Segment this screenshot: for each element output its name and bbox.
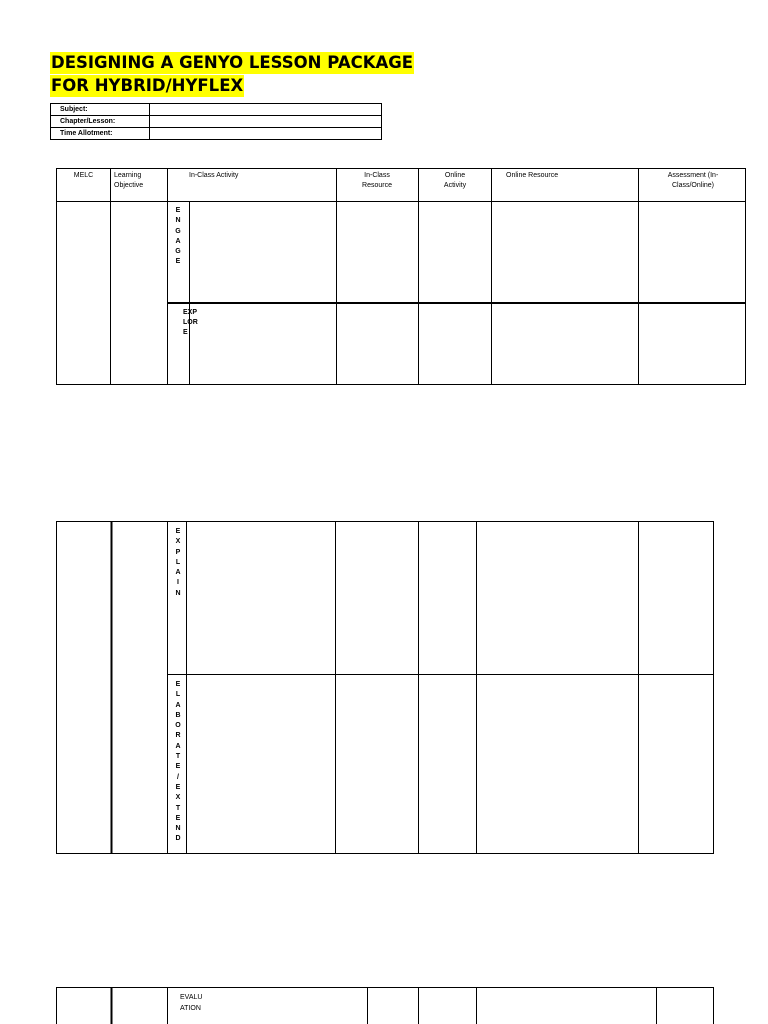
header-online-resource: Online Resource — [506, 172, 559, 179]
chapter-lesson-label: Chapter/Lesson: — [51, 116, 150, 128]
phase-explain-label: E X P L A I N — [175, 528, 181, 597]
table-1-border — [57, 169, 746, 385]
phase-elaborate-extend-label: E L A B O R A T E / E X T E N D — [175, 681, 181, 843]
header-in-class-activity: In-Class Activity — [189, 172, 239, 179]
phase-engage-label: E N G A G E — [175, 207, 181, 266]
header-online-activity: Online Activity — [443, 172, 467, 189]
header-melc: MELC — [73, 172, 94, 179]
phase-explore-label: EXPLORE — [183, 309, 198, 336]
table-2-border — [57, 522, 714, 854]
subject-label: Subject: — [51, 104, 150, 116]
header-assessment: Assessment (In-Class/Online) — [667, 172, 719, 189]
document-title-line-1: DESIGNING A GENYO LESSON PACKAGE — [51, 53, 414, 72]
time-allotment-label: Time Allotment: — [51, 128, 150, 140]
phase-evaluation-label: EVALUATION — [180, 994, 203, 1012]
header-learning-objective: Learning Objective — [114, 172, 144, 189]
header-in-class-resource: In-Class Resource — [362, 172, 392, 189]
document-title-line-2: FOR HYBRID/HYFLEX — [51, 76, 244, 95]
